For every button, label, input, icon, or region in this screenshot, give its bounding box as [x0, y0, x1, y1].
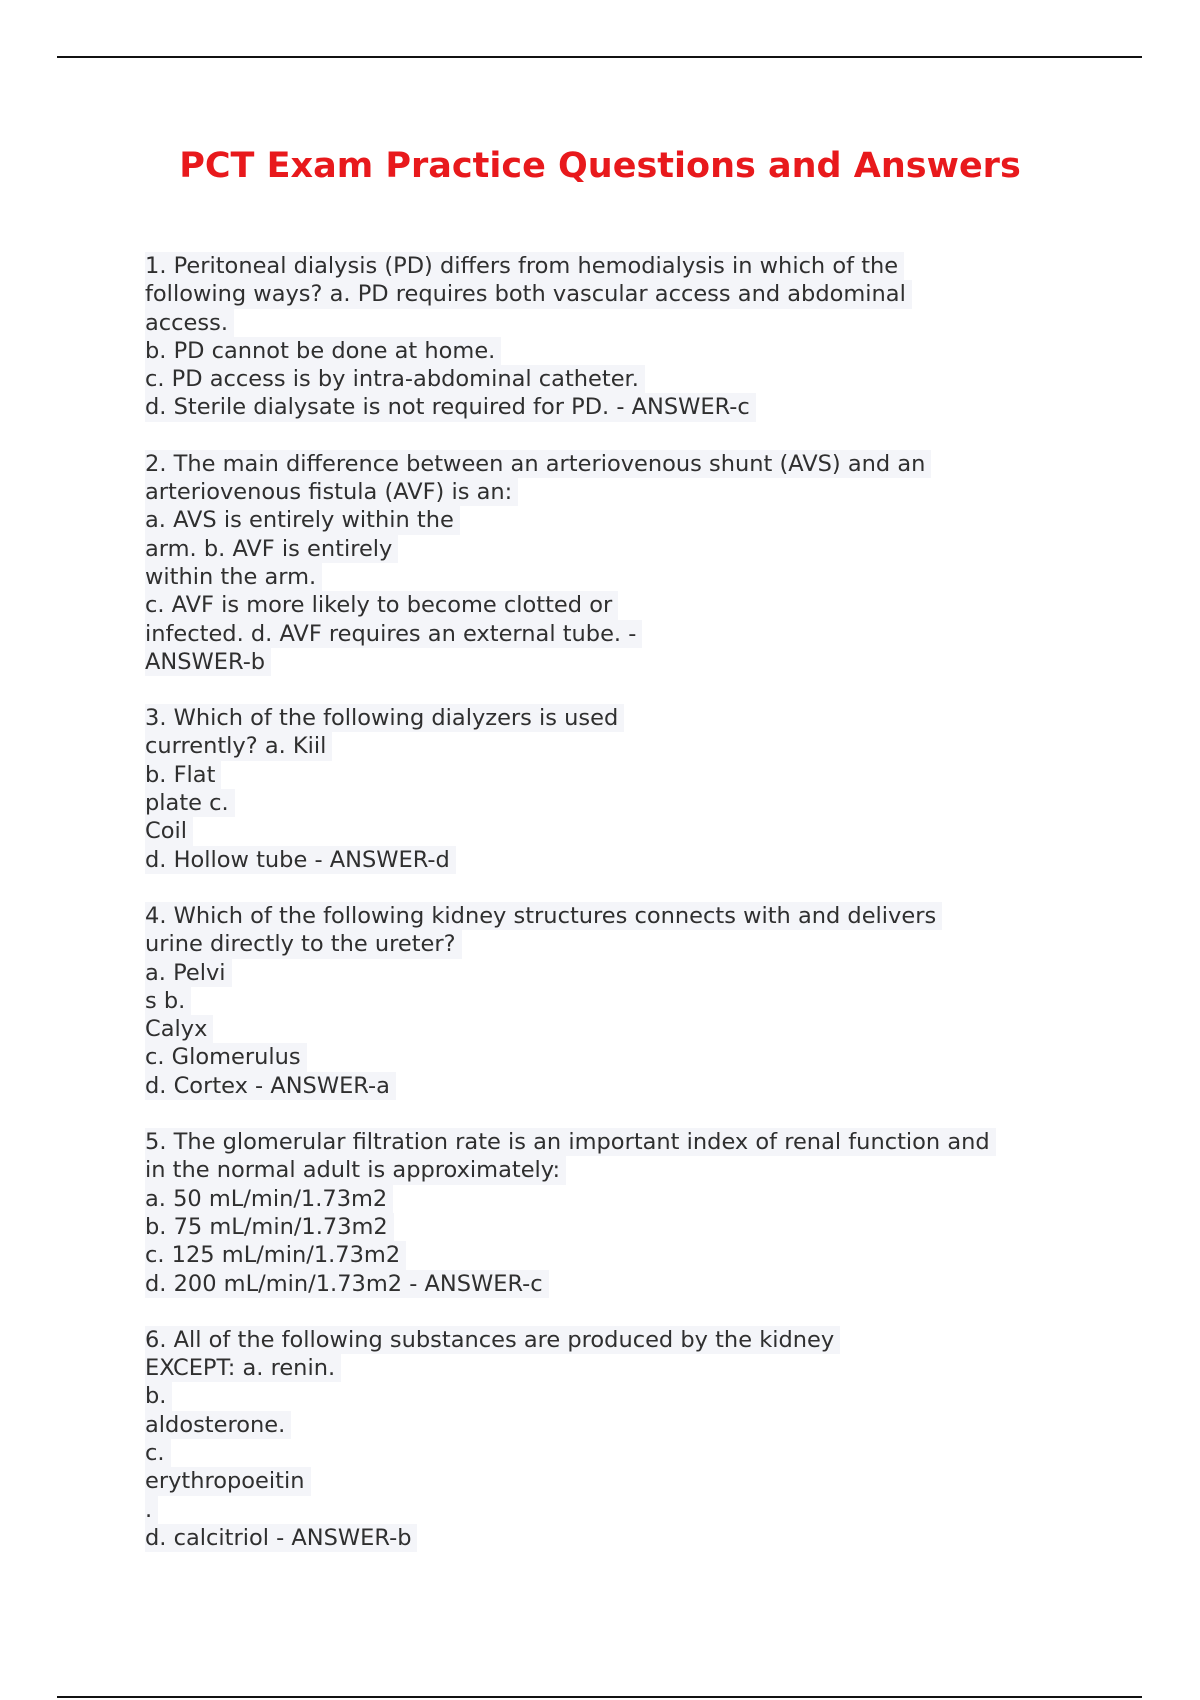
question-text-line: b.: [145, 1382, 172, 1410]
question-text-line: access.: [145, 309, 234, 337]
question-text-line: d. Sterile dialysate is not required for PD. - ANSWER-c: [145, 393, 756, 421]
question-text-line: in the normal adult is approximately:: [145, 1156, 566, 1184]
question-text-line: a. Pelvi: [145, 959, 232, 987]
question-text-line: 5. The glomerular filtration rate is an important index of renal function and: [145, 1128, 996, 1156]
question-text-line: c. PD access is by intra-abdominal catheter.: [145, 365, 645, 393]
question-text-line: plate c.: [145, 789, 235, 817]
question-text-line: infected. d. AVF requires an external tube. -: [145, 620, 642, 648]
question-item: [145, 1326, 1065, 1552]
question-text-line: arm. b. AVF is entirely: [145, 535, 398, 563]
question-text-line: b. Flat: [145, 761, 221, 789]
question-item: [145, 1128, 1065, 1298]
page-title: PCT Exam Practice Questions and Answers: [179, 146, 1021, 186]
question-text-line: 3. Which of the following dialyzers is used: [145, 704, 624, 732]
question-list: [145, 252, 1065, 1580]
question-text-line: arteriovenous fistula (AVF) is an:: [145, 478, 518, 506]
question-text-line: following ways? a. PD requires both vascular access and abdominal: [145, 280, 912, 308]
question-text-line: d. calcitriol - ANSWER-b: [145, 1524, 417, 1552]
question-item: [145, 252, 1065, 422]
question-text-line: a. 50 mL/min/1.73m2: [145, 1185, 393, 1213]
question-text-line: c.: [145, 1439, 171, 1467]
question-text-line: 6. All of the following substances are produced by the kidney: [145, 1326, 840, 1354]
question-text-line: c. Glomerulus: [145, 1043, 307, 1071]
question-text-line: currently? a. Kiil: [145, 732, 332, 760]
question-text-line: 1. Peritoneal dialysis (PD) differs from hemodialysis in which of the: [145, 252, 904, 280]
question-text-line: a. AVS is entirely within the: [145, 506, 460, 534]
question-text-line: urine directly to the ureter?: [145, 930, 462, 958]
question-text-line: .: [145, 1496, 158, 1524]
question-text-line: Calyx: [145, 1015, 213, 1043]
question-text-line: d. Hollow tube - ANSWER-d: [145, 846, 456, 874]
question-text-line: erythropoeitin: [145, 1467, 311, 1495]
question-text-line: ANSWER-b: [145, 648, 271, 676]
question-text-line: d. 200 mL/min/1.73m2 - ANSWER-c: [145, 1270, 549, 1298]
question-text-line: Coil: [145, 817, 193, 845]
question-text-line: within the arm.: [145, 563, 322, 591]
bottom-rule: [57, 1696, 1142, 1698]
question-item: [145, 704, 1065, 874]
question-text-line: aldosterone.: [145, 1411, 291, 1439]
question-text-line: EXCEPT: a. renin.: [145, 1354, 341, 1382]
question-item: [145, 450, 1065, 676]
question-text-line: c. 125 mL/min/1.73m2: [145, 1241, 406, 1269]
top-rule: [57, 56, 1142, 58]
question-text-line: b. 75 mL/min/1.73m2: [145, 1213, 394, 1241]
question-text-line: c. AVF is more likely to become clotted or: [145, 591, 618, 619]
question-text-line: s b.: [145, 987, 191, 1015]
question-item: [145, 902, 1065, 1100]
question-text-line: d. Cortex - ANSWER-a: [145, 1072, 396, 1100]
question-text-line: b. PD cannot be done at home.: [145, 337, 501, 365]
question-text-line: 2. The main difference between an arteriovenous shunt (AVS) and an: [145, 450, 931, 478]
question-text-line: 4. Which of the following kidney structures connects with and delivers: [145, 902, 942, 930]
